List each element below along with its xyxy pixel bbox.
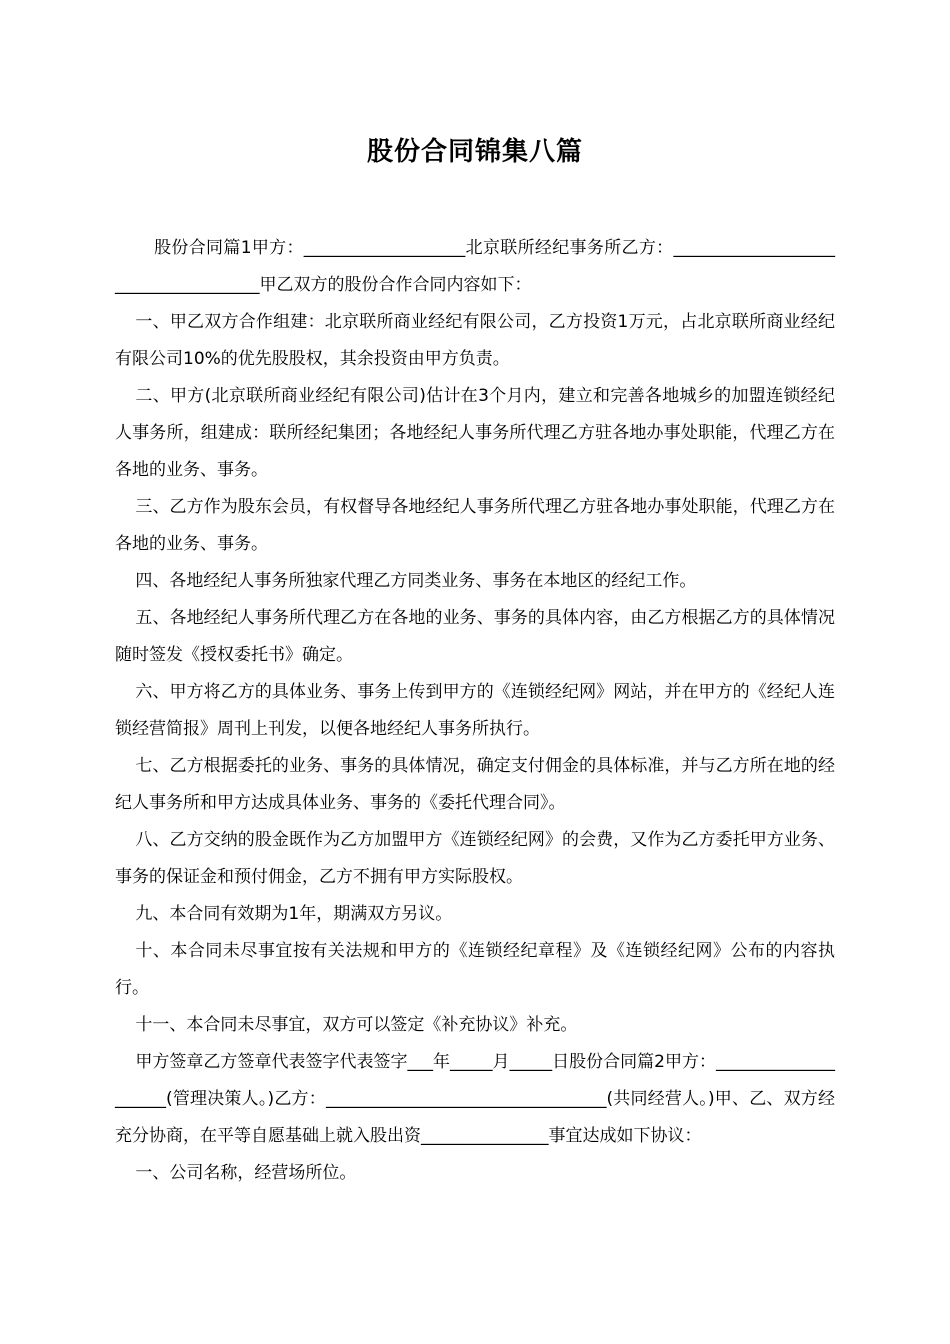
paragraph-clause-11: 十一、本合同未尽事宜，双方可以签定《补充协议》补充。 — [135, 1015, 578, 1035]
paragraph-clause-7: 七、乙方根据委托的业务、事务的具体情况，确定支付佣金的具体标准，并与乙方所在地的经纪人事务所和甲方达成具体业务、事务的《委托代理合同》。 — [115, 756, 835, 813]
paragraph-contract-1-header: 股份合同篇1甲方：___________________北京联所经纪事务所乙方：____________________________________甲乙双方的股份合作合同内容如下： — [115, 238, 835, 295]
paragraph-clause-9: 九、本合同有效期为1年，期满双方另议。 — [135, 904, 453, 924]
paragraph-clause-4: 四、各地经纪人事务所独家代理乙方同类业务、事务在本地区的经纪工作。 — [135, 571, 697, 591]
paragraph-contract-2-clause-1: 一、公司名称，经营场所位。 — [135, 1163, 357, 1183]
paragraph-clause-6: 六、甲方将乙方的具体业务、事务上传到甲方的《连锁经纪网》网站，并在甲方的《经纪人连锁经营简报》周刊上刊发，以便各地经纪人事务所执行。 — [115, 682, 835, 739]
paragraph-clause-5: 五、各地经纪人事务所代理乙方在各地的业务、事务的具体内容，由乙方根据乙方的具体情况随时签发《授权委托书》确定。 — [115, 608, 835, 665]
paragraph-clause-10: 十、本合同未尽事宜按有关法规和甲方的《连锁经纪章程》及《连锁经纪网》公布的内容执行。 — [115, 941, 835, 998]
paragraph-clause-3: 三、乙方作为股东会员，有权督导各地经纪人事务所代理乙方驻各地办事处职能，代理乙方在各地的业务、事务。 — [115, 497, 835, 554]
paragraph-clause-2: 二、甲方(北京联所商业经纪有限公司)估计在3个月内，建立和完善各地城乡的加盟连锁经纪人事务所，组建成：联所经纪集团；各地经纪人事务所代理乙方驻各地办事处职能，代理乙方在各地的业务、事务。 — [115, 386, 835, 480]
paragraph-clause-1: 一、甲乙双方合作组建：北京联所商业经纪有限公司，乙方投资1万元，占北京联所商业经纪有限公司10%的优先股股权，其余投资由甲方负责。 — [115, 312, 835, 369]
document-body — [115, 230, 835, 1192]
document-title: 股份合同锦集八篇 — [366, 137, 583, 167]
paragraph-signatures-contract-2-header: 甲方签章乙方签章代表签字代表签字___年_____月_____日股份合同篇2甲方：____________________(管理决策人。)乙方：_________________________________(共同经营人。)甲、乙、双方经充分协商，在平等自愿基础上就入股出资_______________事宜达成如下协议： — [115, 1052, 835, 1146]
paragraph-clause-8: 八、乙方交纳的股金既作为乙方加盟甲方《连锁经纪网》的会费，又作为乙方委托甲方业务、事务的保证金和预付佣金，乙方不拥有甲方实际股权。 — [115, 830, 835, 887]
